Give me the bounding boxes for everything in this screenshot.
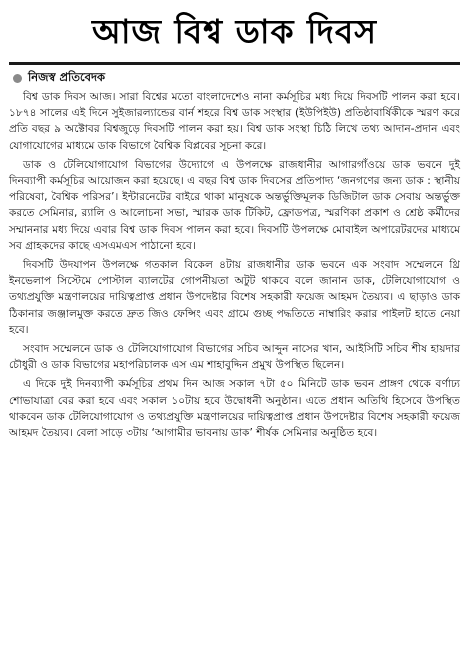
bullet-icon — [13, 74, 22, 83]
article-paragraph: বিশ্ব ডাক দিবস আজ। সারা বিশ্বের মতো বাংলাদেশেও নানা কর্মসূচির মধ্য দিয়ে দিবসটি পালন করা হবে। ১৮৭৪ সালের এই দিনে সুইজারল্যান্ডের বার্ন শহরে বিশ্ব ডাক সংস্থার (ইউপিইউ) প্রতিষ্ঠাবার্ষিকীকে স্মরণ করে প্রতি বছর ৯ অক্টোবর বিশ্বজুড়ে দিবসটি পালন করা হয়। বিশ্ব ডাক সংস্থা চিঠি লিখে তথ্য আদান-প্রদান এবং যোগাযোগের মাধ্যমে ডাক বিভাগে বৈশ্বিক বিপ্লবের সূচনা করে। — [9, 91, 460, 152]
byline — [9, 69, 460, 87]
article-body — [9, 89, 460, 441]
byline-text: নিজস্ব প্রতিবেদক — [28, 69, 106, 84]
headline-divider — [9, 62, 460, 65]
article-paragraph: সংবাদ সম্মেলনে ডাক ও টেলিযোগাযোগ বিভাগের সচিব আব্দুন নাসের খান, আইসিটি সচিব শীষ হায়দার চৌধুরী ও ডাক বিভাগের মহাপরিচালক এস এম শাহাবুদ্দিন প্রমুখ উপস্থিত ছিলেন। — [9, 343, 460, 372]
headline: আজ বিশ্ব ডাক দিবস — [91, 12, 378, 51]
article-paragraph: ডাক ও টেলিযোগাযোগ বিভাগের উদ্যোগে এ উপলক্ষে রাজধানীর আগারগাঁওয়ে ডাক ভবনে দুই দিনব্যাপী কর্মসূচির আয়োজন করা হয়েছে। এ বছর বিশ্ব ডাক দিবসের প্রতিপাদ্য ‘জনগণের জন্য ডাক : স্থানীয় পরিষেবা, বৈশ্বিক পরিসর’। ইন্টারনেটের বাইরে থাকা মানুষকে অন্তর্ভুক্তিমূলক ডিজিটাল ডাক সেবায় অন্তর্ভুক্ত করতে সেমিনার, র‍্যালি ও আলোচনা সভা, স্মারক ডাক টিকিট, ফ্রোডপত্র, স্মরণিকা প্রকাশ ও শ্রেষ্ঠ কর্মীদের সম্মাননার মধ্য দিয়ে এবার বিশ্ব ডাক দিবস পালন করা হবে। দিবসটি উপলক্ষে মোবাইল অপারেটরদের মাধ্যমে সব গ্রাহকদের কাছে এসএমএস পাঠানো হবে। — [9, 158, 460, 252]
article-paragraph: এ দিকে দুই দিনব্যাপী কর্মসূচির প্রথম দিন আজ সকাল ৭টা ৫০ মিনিটে ডাক ভবন প্রাঙ্গণ থেকে বর্ণাঢ্য শোভাযাত্রা বের করা হবে এবং সকাল ১০টায় হবে উদ্বোধনী অনুষ্ঠান। এতে প্রধান অতিথি হিসেবে উপস্থিত থাকবেন ডাক টেলিযোগাযোগ ও তথ্যপ্রযুক্তি মন্ত্রণালয়ের দায়িত্বপ্রাপ্ত প্রধান উপদেষ্টার বিশেষ সহকারী ফয়েজ আহমদ তৈয়্যব। বেলা সাড়ে ৩টায় ‘আগামীর ভাবনায় ডাক’ শীর্ষক সেমিনার অনুষ্ঠিত হবে। — [9, 378, 460, 440]
article-paragraph: দিবসটি উদযাপন উপলক্ষে গতকাল বিকেল ৪টায় রাজধানীর ডাক ভবনে এক সংবাদ সম্মেলনে থ্রি ইনভেলাপ সিস্টেমে পোস্টাল ব্যালটের গোপনীয়তা অটুট থাকবে বলে জানান ডাক, টেলিযোগাযোগ ও তথ্যপ্রযুক্তি মন্ত্রণালয়ের দায়িত্বপ্রাপ্ত প্রধান উপদেষ্টার বিশেষ সহকারী ফয়েজ আহমদ তৈয়্যব। এ ছাড়াও ডাক ঠিকানার জঞ্জালমুক্ত করতে দ্রুত জিও ফেন্সিং এবং গ্রামে গুচ্ছ পদ্ধতিতে নাম্বারিং করার পাইলট হাতে নেয়া হবে। — [9, 259, 460, 336]
